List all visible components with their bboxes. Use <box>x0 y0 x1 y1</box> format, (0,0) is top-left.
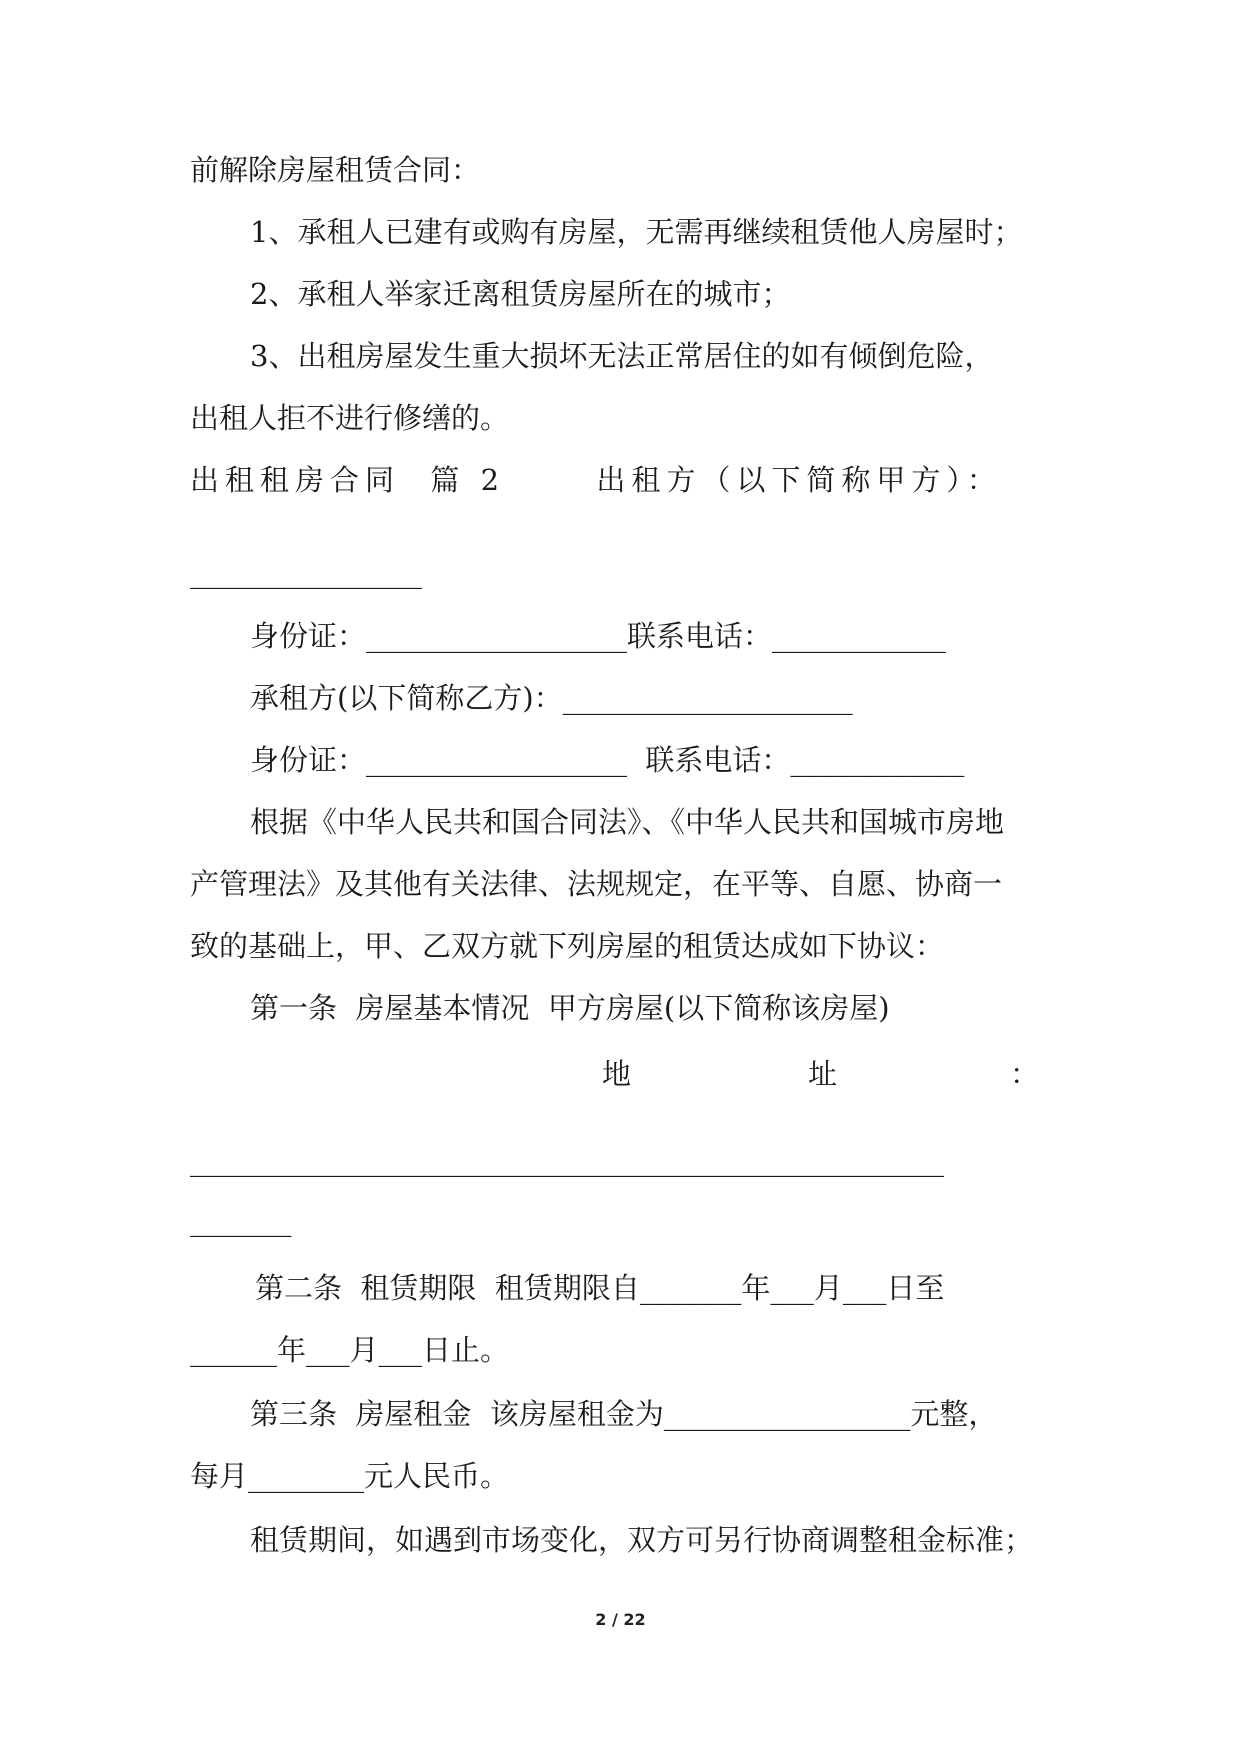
clause-item-2: 2、承租人举家迁离租赁房屋所在的城市； <box>250 277 791 311</box>
address-colon: ： <box>1010 1057 1040 1091</box>
article-3-line: 每月________元人民币。 <box>190 1459 510 1493</box>
article-1-heading: 第一条 房屋基本情况 甲方房屋(以下简称该房屋) <box>250 991 890 1025</box>
address-blank-line: _______ <box>190 1203 292 1237</box>
article-2-line: 第二条 租赁期限 租赁期限自_______年___月___日至 <box>255 1271 945 1305</box>
clause-item-3: 3、出租房屋发生重大损坏无法正常居住的如有倾倒危险， <box>250 339 994 373</box>
paragraph-line: 出租人拒不进行修缮的。 <box>190 401 510 435</box>
blank-line: ________________ <box>190 555 422 589</box>
contract-heading: 出租租房合同 篇 2 出租方（以下简称甲方）： <box>190 463 1002 497</box>
lessor-id-field: 身份证：__________________联系电话：____________ <box>250 619 947 653</box>
paragraph-line: 前解除房屋租赁合同： <box>190 153 481 187</box>
page-number: 2 / 22 <box>595 1610 646 1629</box>
paragraph-line: 产管理法》及其他有关法律、法规规定，在平等、自愿、协商一 <box>190 867 1003 901</box>
article-2-line: ______年___月___日止。 <box>190 1333 510 1367</box>
article-3-line: 第三条 房屋租金 该房屋租金为_________________元整， <box>250 1397 998 1431</box>
clause-item-1: 1、承租人已建有或购有房屋，无需再继续租赁他人房屋时； <box>250 215 1023 249</box>
paragraph-line: 租赁期间，如遇到市场变化，双方可另行协商调整租金标准； <box>250 1523 1034 1557</box>
lessee-name-field: 承租方(以下简称乙方)：____________________ <box>250 681 853 715</box>
address-label-char: 地 <box>602 1057 632 1091</box>
address-label-char: 址 <box>808 1057 838 1091</box>
lessee-id-field: 身份证：__________________ 联系电话：____________ <box>250 743 965 777</box>
paragraph-line: 根据《中华人民共和国合同法》、《中华人民共和国城市房地 <box>250 805 1005 839</box>
address-blank-line: ____________________________________________________ <box>190 1143 944 1177</box>
paragraph-line: 致的基础上，甲、乙双方就下列房屋的租赁达成如下协议： <box>190 929 945 963</box>
